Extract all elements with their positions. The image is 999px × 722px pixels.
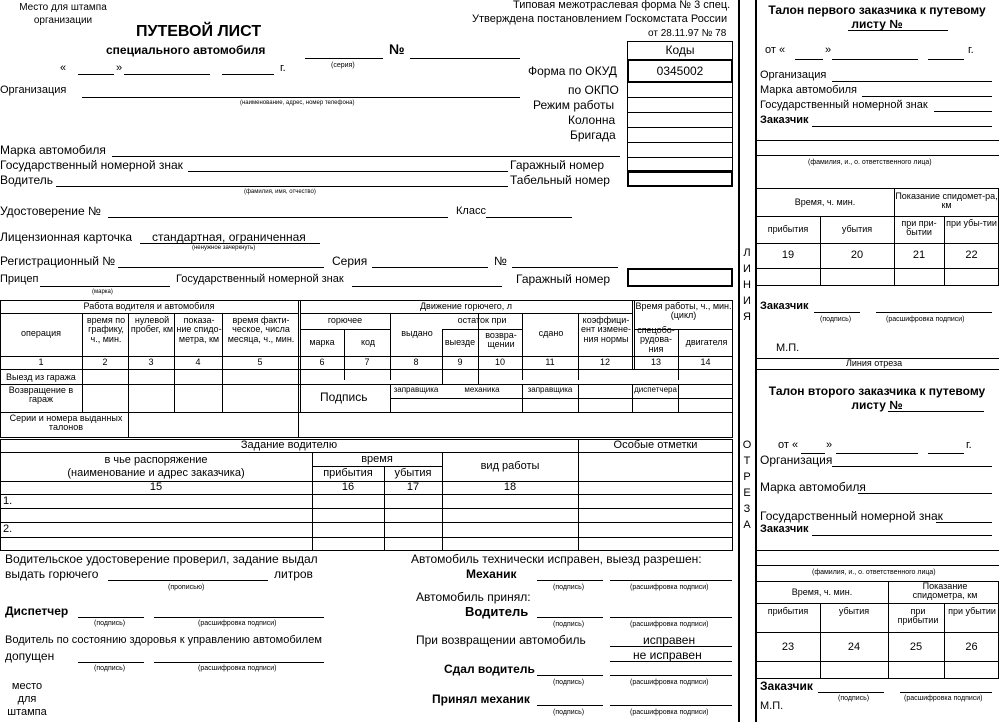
col-speedometer: показа-ние спидо-метра, км bbox=[176, 315, 222, 344]
num-4: 4 bbox=[195, 357, 201, 367]
ok-option[interactable]: исправен bbox=[643, 633, 696, 647]
class-input[interactable] bbox=[486, 217, 572, 218]
coupon2-time: Время, ч. мин. bbox=[791, 587, 853, 597]
reg-number-input[interactable] bbox=[118, 267, 324, 268]
not-ok-option[interactable]: не исправен bbox=[633, 648, 702, 662]
series-label: Серия bbox=[332, 254, 368, 268]
coupon1-day[interactable] bbox=[795, 59, 823, 60]
coupon1-dec-hint: (расшифровка подписи) bbox=[886, 316, 965, 323]
handed-sig-hint: (подпись) bbox=[553, 679, 585, 686]
col-brand: марка bbox=[309, 337, 335, 347]
checked-text: Водительское удостоверение проверил, задание выдал bbox=[5, 552, 318, 566]
column-label: Колонна bbox=[568, 113, 616, 127]
dispatcher-dec-hint: (расшифровка подписи) bbox=[198, 620, 277, 627]
special-marks: Особые отметки bbox=[613, 439, 698, 451]
num-10: 10 bbox=[494, 357, 505, 367]
col-operation: операция bbox=[21, 328, 61, 338]
coupon2-customer-hint: (фамилия, и., о. ответственного лица) bbox=[812, 569, 936, 576]
mode-label: Режим работы bbox=[533, 98, 615, 112]
coupon2-speedometer: Показание спидометра, км bbox=[912, 581, 978, 601]
admitted-label: допущен bbox=[5, 649, 55, 663]
coupon2-n26: 26 bbox=[965, 641, 978, 653]
number-input[interactable] bbox=[512, 267, 618, 268]
tab-label: Табельный номер bbox=[510, 173, 610, 187]
coupon1-state-number: Государственный номерной знак bbox=[760, 99, 928, 111]
bottom-stamp-place: место для штампа bbox=[7, 680, 47, 718]
accepted-mechanic-signature[interactable] bbox=[537, 705, 603, 706]
coupons-label: Серии и номера выданных талонов bbox=[9, 413, 123, 433]
task-customer: в чье распоряжение (наименование и адрес заказчика) bbox=[67, 454, 245, 479]
driver-sig-hint: (подпись) bbox=[553, 621, 585, 628]
num-1: 1 bbox=[38, 357, 44, 367]
coupon1-customer-sign: Заказчик bbox=[760, 300, 809, 312]
coupon2-mp: М.П. bbox=[760, 700, 784, 712]
admitted-signature[interactable] bbox=[78, 662, 144, 663]
coupon1-at-departure: при убы-тии bbox=[946, 218, 997, 228]
task-n15: 15 bbox=[149, 481, 163, 493]
col-code: код bbox=[360, 337, 376, 347]
coupon2-title: Талон второго заказчика к путевому листу № bbox=[768, 384, 986, 412]
coupon1-car-make: Марка автомобиля bbox=[760, 84, 858, 96]
task-n18: 18 bbox=[503, 481, 517, 493]
coupon2-dec-hint: (расшифровка подписи) bbox=[904, 695, 983, 702]
year-suffix: г. bbox=[280, 62, 286, 74]
number-label: № bbox=[494, 254, 507, 268]
coupon1-from: от « bbox=[765, 44, 786, 56]
trailer-state-input[interactable] bbox=[352, 286, 502, 287]
coupon2-organization: Организация bbox=[760, 453, 833, 467]
approved-by: Утверждена постановлением Госкомстата России bbox=[472, 13, 728, 25]
num-2: 2 bbox=[102, 357, 108, 367]
trailer-garage-label: Гаражный номер bbox=[516, 272, 611, 286]
col-special-equip: спецобо-рудова-ния bbox=[637, 326, 675, 354]
driver-label: Водитель bbox=[0, 173, 54, 187]
trailer-input[interactable] bbox=[40, 286, 170, 287]
mechanic-sig-hint: (подпись) bbox=[553, 584, 585, 591]
date-day-line[interactable] bbox=[78, 74, 114, 75]
num-13: 13 bbox=[650, 357, 661, 367]
license-card-value: стандартная, ограниченная bbox=[152, 230, 306, 244]
coupon2-month[interactable] bbox=[836, 453, 918, 454]
task-work-type: вид работы bbox=[480, 460, 540, 472]
brigade-label: Бригада bbox=[570, 128, 616, 142]
coupon1-departure: убытия bbox=[841, 224, 873, 234]
mechanic-signature[interactable] bbox=[537, 580, 603, 581]
okpo-label: по ОКПО bbox=[568, 83, 619, 97]
cut-line-text: Линия отреза bbox=[846, 358, 903, 368]
col-by-schedule: время по графику, ч., мин. bbox=[86, 315, 126, 344]
task-n17: 17 bbox=[406, 481, 420, 493]
coupon2-year-suffix: г. bbox=[966, 439, 972, 451]
col-engine: двигателя bbox=[685, 337, 728, 347]
organization-hint: (наименование, адрес, номер телефона) bbox=[240, 100, 355, 106]
number-sign: № bbox=[389, 41, 405, 57]
num-3: 3 bbox=[148, 357, 154, 367]
series-hint: (серия) bbox=[331, 62, 355, 69]
coupon1-month[interactable] bbox=[832, 59, 918, 60]
page-title: ПУТЕВОЙ ЛИСТ bbox=[136, 23, 262, 40]
coupon1-speedometer: Показание спидомет-ра, км bbox=[895, 191, 998, 211]
col-handed: сдано bbox=[538, 328, 564, 338]
task-row-1: 1. bbox=[3, 495, 13, 507]
col-remainder: остаток при bbox=[457, 315, 507, 325]
coupon2-state-number: Государственный номерной знак bbox=[760, 509, 943, 523]
number-line[interactable] bbox=[410, 58, 520, 59]
coupon1-close: » bbox=[825, 44, 832, 56]
car-make-label: Марка автомобиля bbox=[0, 143, 106, 157]
coupon2-at-arrival: при прибытии bbox=[897, 606, 939, 626]
handed-dec-hint: (расшифровка подписи) bbox=[630, 679, 709, 686]
coupon2-at-departure: при убытии bbox=[948, 606, 996, 616]
fuel-issue-input[interactable] bbox=[108, 580, 268, 581]
admitted-dec-hint: (расшифровка подписи) bbox=[198, 665, 277, 672]
date-open-quote: « bbox=[60, 62, 67, 74]
in-words-hint: (прописью) bbox=[168, 584, 205, 591]
coupon2-n23: 23 bbox=[781, 641, 795, 653]
state-number-input[interactable] bbox=[188, 171, 508, 172]
group-time: Время работы, ч., мин. (цикл) bbox=[635, 301, 732, 321]
coupon2-customer-sign: Заказчик bbox=[760, 679, 813, 693]
signature-label: Подпись bbox=[320, 390, 368, 404]
driver-dec-hint: (расшифровка подписи) bbox=[630, 621, 709, 628]
license-input[interactable] bbox=[108, 217, 448, 218]
num-5: 5 bbox=[257, 357, 263, 367]
coupon1-n20: 20 bbox=[850, 249, 864, 261]
coupon1-year[interactable] bbox=[928, 59, 964, 60]
sig-tanker2: заправщика bbox=[527, 385, 573, 394]
driver-hint: (фамилия, имя, отчество) bbox=[244, 189, 316, 195]
make-hint: (марка) bbox=[92, 289, 113, 295]
driver-input[interactable] bbox=[56, 186, 508, 187]
admitted-sig-hint: (подпись) bbox=[94, 665, 126, 672]
side-cut-label: ОТРЕЗА bbox=[742, 439, 752, 531]
accepted-mechanic-label: Принял механик bbox=[432, 692, 530, 706]
coupon1-sig-hint: (подпись) bbox=[820, 316, 852, 323]
coupon2-year[interactable] bbox=[928, 453, 964, 454]
sig-mechanic: механика bbox=[464, 385, 500, 394]
coupon2-n24: 24 bbox=[847, 641, 861, 653]
handed-driver-label: Сдал водитель bbox=[444, 662, 535, 676]
class-label: Класс bbox=[456, 205, 486, 217]
coupon1-n19: 19 bbox=[781, 249, 795, 261]
trailer-garage-box[interactable] bbox=[627, 268, 733, 287]
coupon1-customer-hint: (фамилия, и., о. ответственного лица) bbox=[808, 159, 932, 166]
coupon2-car-make: Марка автомобиля bbox=[760, 480, 866, 494]
coupon1-year-suffix: г. bbox=[968, 44, 974, 56]
handed-driver-decoding[interactable] bbox=[610, 675, 732, 676]
coupon1-n22: 22 bbox=[965, 249, 978, 261]
car-make-input[interactable] bbox=[112, 156, 620, 157]
okud-label: Форма по ОКУД bbox=[528, 64, 617, 78]
date-close-quote: » bbox=[116, 62, 123, 74]
sig-dispatcher: диспетчера bbox=[634, 385, 677, 394]
unneeded-hint: (ненужное зачеркнуть) bbox=[192, 245, 256, 251]
num-12: 12 bbox=[599, 357, 610, 367]
coupon2-close: » bbox=[826, 439, 833, 451]
group-fuel: Движение горючего, л bbox=[419, 301, 513, 311]
sig-tanker: заправщика bbox=[393, 385, 439, 394]
handed-driver-signature[interactable] bbox=[537, 675, 603, 676]
dispatcher-decoding[interactable] bbox=[154, 617, 324, 618]
col-exit: выезде bbox=[444, 337, 476, 347]
on-return-text: При возвращении автомобиль bbox=[416, 633, 586, 647]
num-8: 8 bbox=[413, 357, 419, 367]
okud-value: 0345002 bbox=[656, 64, 704, 78]
num-11: 11 bbox=[545, 357, 555, 367]
state-number-label: Государственный номерной знак bbox=[0, 158, 183, 172]
admitted-decoding[interactable] bbox=[154, 662, 324, 663]
coupon1-n21: 21 bbox=[912, 249, 926, 261]
coupon2-arrival: прибытия bbox=[767, 606, 809, 616]
tech-ok-text: Автомобиль технически исправен, выезд разрешен: bbox=[411, 552, 702, 566]
organization-label: Организация bbox=[0, 84, 67, 96]
col-return: возвра-щении bbox=[485, 330, 517, 350]
codes-title: Коды bbox=[665, 43, 695, 57]
reg-number-label: Регистрационный № bbox=[0, 254, 116, 268]
task-departure: убытия bbox=[394, 467, 432, 479]
health-text: Водитель по состоянию здоровья к управлению автомобилем bbox=[5, 634, 322, 646]
license-card-label: Лицензионная карточка bbox=[0, 230, 133, 244]
side-line-label: ЛИНИЯ bbox=[743, 247, 751, 323]
accepted-driver-decoding[interactable] bbox=[610, 617, 732, 618]
organization-input[interactable] bbox=[82, 97, 520, 98]
col-actual-time: время факти-ческое, числа месяца, ч., мин. bbox=[227, 315, 295, 344]
col-zero-run: нулевой пробег, км bbox=[130, 315, 174, 335]
mechanic-label: Механик bbox=[466, 567, 517, 581]
trailer-state-label: Государственный номерной знак bbox=[176, 273, 344, 285]
liters-label: литров bbox=[274, 567, 313, 581]
coupon2-from: от « bbox=[778, 439, 799, 451]
row-exit-garage: Выезд из гаража bbox=[6, 372, 76, 382]
num-7: 7 bbox=[364, 357, 370, 367]
row-return-garage: Возвращение в гараж bbox=[8, 385, 74, 405]
acc-mech-sig-hint: (подпись) bbox=[553, 709, 585, 716]
approved-date: от 28.11.97 № 78 bbox=[648, 28, 727, 39]
coupon1-customer: Заказчик bbox=[760, 114, 809, 126]
coupon1-arrival: прибытия bbox=[767, 224, 809, 234]
accepted-mechanic-decoding[interactable] bbox=[610, 705, 732, 706]
series-line[interactable] bbox=[305, 58, 383, 59]
cut-line-left bbox=[738, 0, 740, 722]
num-9: 9 bbox=[457, 357, 463, 367]
coupon2-sig-hint: (подпись) bbox=[838, 695, 870, 702]
license-label: Удостоверение № bbox=[0, 204, 101, 218]
col-fuel: горючее bbox=[327, 315, 363, 325]
task-time: время bbox=[361, 453, 393, 465]
coupon1-time: Время, ч. мин. bbox=[794, 197, 856, 207]
acc-mech-dec-hint: (расшифровка подписи) bbox=[630, 709, 709, 716]
coupon2-customer: Заказчик bbox=[760, 523, 809, 535]
coupon2-departure: убытия bbox=[838, 606, 870, 616]
typical-form: Типовая межотраслевая форма № 3 спец. bbox=[513, 0, 731, 11]
coupon1-mp: М.П. bbox=[776, 342, 800, 354]
col-coef: коэффици-ент измене-ния нормы bbox=[581, 315, 631, 344]
stamp-place: Место для штампа организации bbox=[19, 2, 107, 26]
date-year-line[interactable] bbox=[222, 74, 274, 75]
dispatcher-sig-hint: (подпись) bbox=[94, 620, 126, 627]
coupon2-n25: 25 bbox=[909, 641, 923, 653]
dispatcher-signature[interactable] bbox=[78, 617, 144, 618]
accepted-driver-label: Водитель bbox=[465, 604, 529, 619]
series-input[interactable] bbox=[372, 267, 488, 268]
coupon1-organization: Организация bbox=[760, 69, 827, 81]
num-6: 6 bbox=[319, 357, 325, 367]
trailer-label: Прицеп bbox=[0, 273, 39, 285]
task-arrival: прибытия bbox=[323, 467, 373, 479]
fuel-issue-label: выдать горючего bbox=[5, 567, 99, 581]
task-n16: 16 bbox=[341, 481, 355, 493]
col-issued: выдано bbox=[401, 328, 433, 338]
accepted-text: Автомобиль принял: bbox=[416, 590, 531, 604]
page-subtitle: специального автомобиля bbox=[106, 43, 266, 57]
garage-label: Гаражный номер bbox=[510, 158, 605, 172]
mechanic-dec-hint: (расшифровка подписи) bbox=[630, 584, 709, 591]
coupon1-title: Талон первого заказчика к путевому листу № bbox=[768, 3, 986, 31]
coupon1-at-arrival: при при-бытии bbox=[901, 218, 937, 238]
group-work: Работа водителя и автомобиля bbox=[83, 301, 215, 311]
dispatcher-label: Диспетчер bbox=[5, 604, 69, 618]
date-month-line[interactable] bbox=[124, 74, 210, 75]
task-row-2: 2. bbox=[3, 523, 13, 535]
task-title: Задание водителю bbox=[240, 439, 338, 451]
num-14: 14 bbox=[700, 357, 711, 367]
mechanic-decoding[interactable] bbox=[610, 580, 732, 581]
accepted-driver-signature[interactable] bbox=[537, 617, 603, 618]
